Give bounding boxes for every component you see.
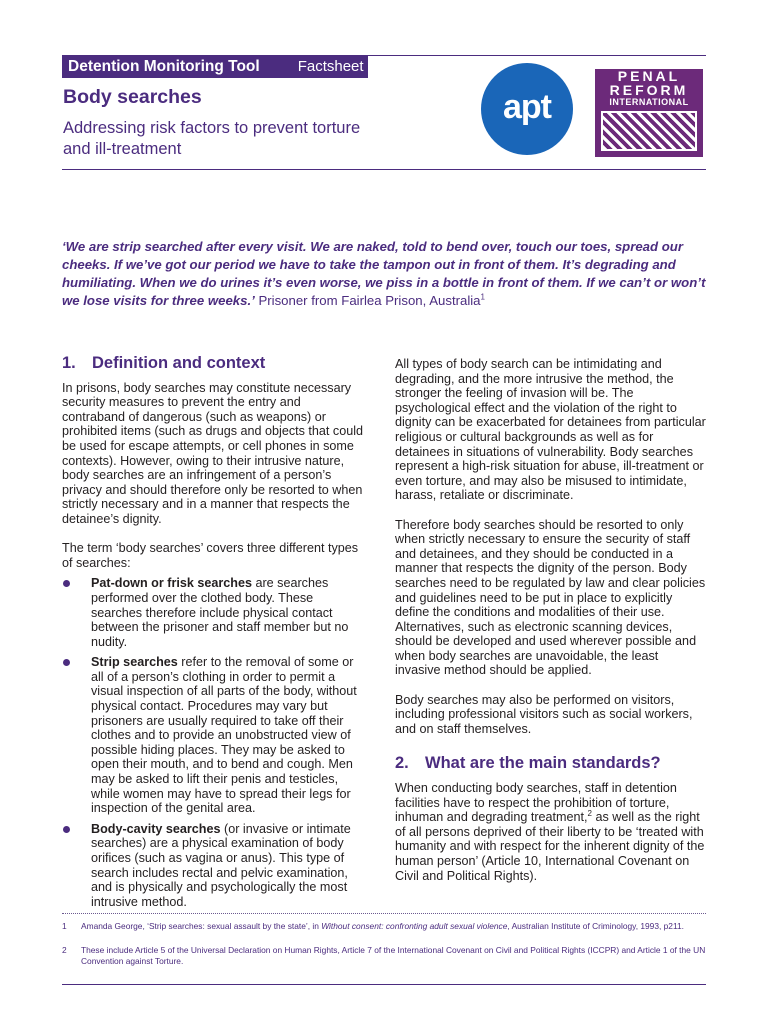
pri-logo-line1: PENAL — [617, 68, 681, 84]
footnote-1: 1 Amanda George, ‘Strip searches: sexual assault by the state’, in Without consent: confronting adult sexual violence, Australian Institute of Criminology, 1993, p211. — [62, 921, 684, 931]
header-bar — [62, 56, 368, 78]
bullet-icon — [63, 826, 70, 833]
pri-logo-art — [601, 111, 697, 151]
apt-logo-text: apt — [503, 88, 551, 126]
header-rule — [62, 169, 706, 170]
quote-text: ‘We are strip searched after every visit. We are naked, told to bend over, touch our toes, spread our cheeks. If we’ve got our period we have to take the tampon out in front of them. It’s degrading and humiliating. When we do urines it’s even worse, we piss in a bottle in front of them. If we can’t or won’t we lose visits for three weeks.’ — [62, 239, 706, 308]
footnote-2: 2 These include Article 5 of the Universal Declaration on Human Rights, Article 7 of the International Covenant on Civil and Political Rights (ICCPR) and Article 1 of the UN Convention against Torture. — [62, 945, 706, 966]
tool-name: Detention Monitoring Tool — [62, 56, 294, 78]
bullet-icon — [63, 580, 70, 587]
pri-logo — [595, 69, 703, 157]
page-subtitle: Addressing risk factors to prevent torture and ill-treatment — [63, 119, 361, 158]
bottom-rule — [62, 984, 706, 985]
list-item: Body-cavity searches (or invasive or intimate searches) are a physical examination of body orifices (such as vagina or anus). This type of search includes rectal and pelvic examination, and is physically and psychologically the most intrusive method. — [62, 822, 364, 910]
section1-para1: In prisons, body searches may constitute necessary security measures to prevent the entry and contraband of dangerous (such as weapons) or prohibited items (such as drugs and objects that could be used for escape attempts, or cell phones in some contexts). However, owing to their intrusive nature, body searches are an infringement of a person’s privacy and should therefore only be resorted to when strictly necessary and in a manner that respects the detainee’s dignity. — [62, 380, 364, 526]
doc-kind: Factsheet — [294, 56, 368, 78]
page-title: Body searches — [63, 86, 202, 108]
quote-ref: 1 — [480, 292, 485, 302]
right-para3: Body searches may also be performed on visitors, including professional visitors such as social workers, and on staff themselves. — [395, 692, 693, 736]
section2-para1: When conducting body searches, staff in detention facilities have to respect the prohibition of torture, inhuman and degrading treatment,$^2$ as well as the right of all persons deprived of their liberty to be ‘treated with humanity and with respect for the inherent dignity of the human person’ (Article 10, International Covenant on Civil and Political Rights). — [395, 781, 705, 883]
pri-logo-line3: INTERNATIONAL — [609, 97, 689, 107]
section1-heading: 1. Definition and context — [62, 354, 266, 372]
section1-para2: The term ‘body searches’ covers three different types of searches: — [62, 541, 359, 570]
right-column — [395, 357, 707, 898]
footnote-rule — [62, 913, 706, 914]
opening-quote — [62, 238, 712, 310]
right-para1: All types of body search can be intimidating and degrading, and the more intrusive the method, the stronger the feeling of invasion will be. The psychological effect and the violation of the right to dignity can be exacerbated for detainees from particular religious or cultural backgrounds as well as for detainees in situations of vulnerability. Body searches represent a high-risk situation for abuse, ill-treatment or even torture, and may also be misused to intimidate, harass, retaliate or discriminate. — [395, 357, 706, 503]
quote-source: Prisoner from Fairlea Prison, Australia — [258, 293, 481, 308]
left-column — [62, 356, 364, 915]
pri-logo-line2: REFORM — [609, 82, 689, 98]
search-types-list — [62, 576, 364, 909]
bullet-icon — [63, 659, 70, 666]
section2-heading: 2. What are the main standards? — [395, 754, 661, 773]
right-para2: Therefore body searches should be resorted to only when strictly necessary to ensure the security of staff and detainees, and they should be conducted in a manner that respects the dignity of the person. Body searches need to be regulated by law and clear policies and guidelines need to be put in place to explicitly define the conditions and modalities of their use. Alternatives, such as electronic scanning devices, should be developed and used wherever possible and when body searches are unavoidable, the least invasive method should be applied. — [395, 517, 706, 678]
list-item: Pat-down or frisk searches are searches performed over the clothed body. These searches therefore include physical contact between the prisoner and staff member but no nudity. — [62, 576, 364, 649]
apt-logo — [481, 63, 573, 155]
list-item: Strip searches refer to the removal of some or all of a person’s clothing in order to permit a visual inspection of all parts of the body, without physical contact. Procedures may vary but prisoners are usually required to take off their clothes and to provide an unobstructed view of possible hiding places. They may be asked to open their mouth, and to bend and cough. Men may be asked to lift their penis and testicles, while women may have to spread their legs for inspection of the genital area. — [62, 655, 364, 816]
